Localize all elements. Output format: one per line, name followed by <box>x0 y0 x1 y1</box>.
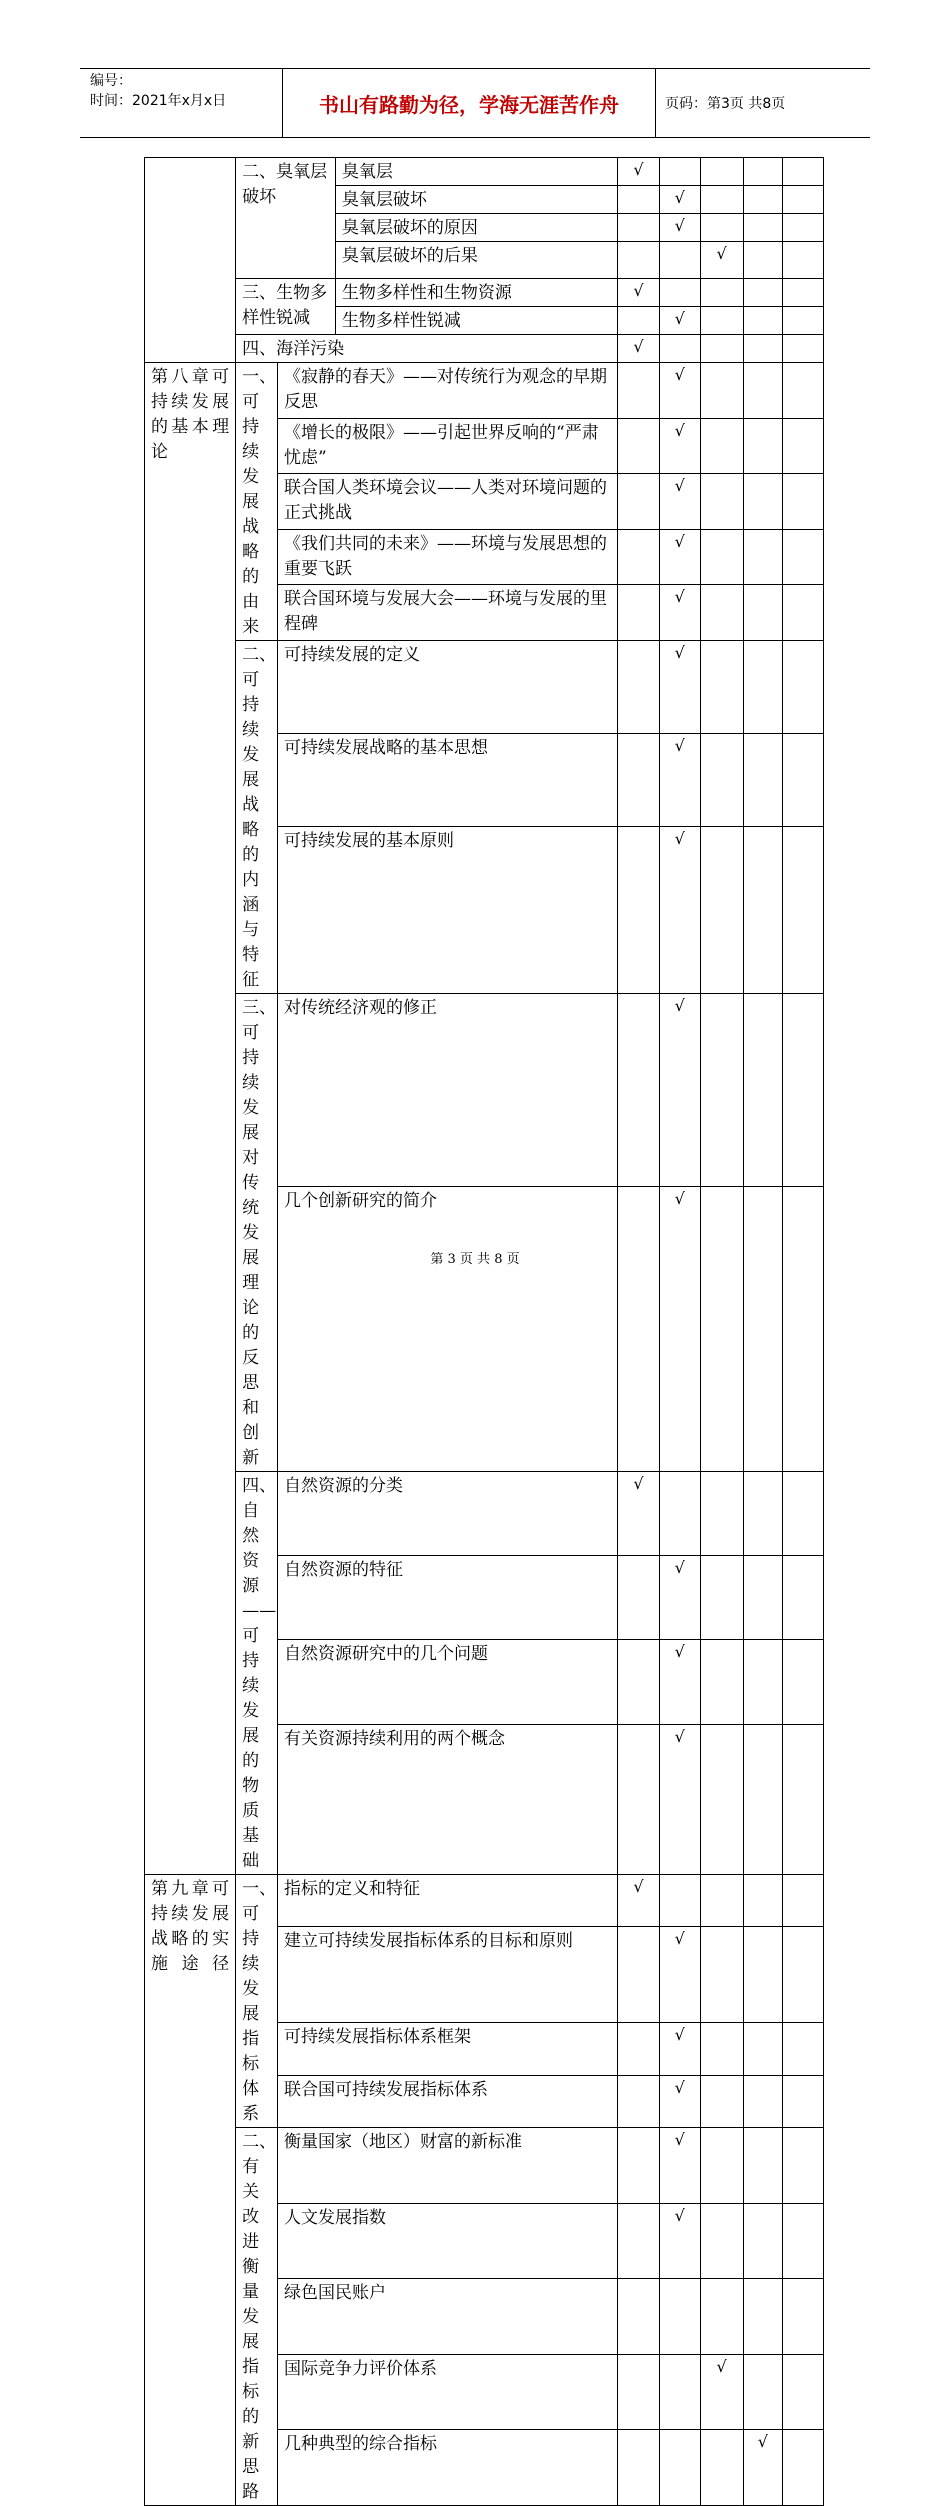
check-mark: √ <box>659 307 700 335</box>
check-mark: √ <box>659 1724 700 1874</box>
check-mark: √ <box>659 2128 700 2204</box>
check-mark: √ <box>659 529 700 585</box>
check-mark: √ <box>659 1187 700 1472</box>
topic-cell: 联合国可持续发展指标体系 <box>278 2075 618 2128</box>
topic-cell: 建立可持续发展指标体系的目标和原则 <box>278 1927 618 2023</box>
chapter-cell <box>145 158 236 363</box>
check-mark: √ <box>618 1472 660 1556</box>
check-mark: √ <box>700 2354 743 2430</box>
header-meta <box>80 69 283 137</box>
check-mark: √ <box>618 158 660 186</box>
topic-cell: 自然资源的特征 <box>278 1556 618 1640</box>
section-cell: 三、生物多样性锐减 <box>236 279 336 335</box>
section-cell: 二、臭氧层破坏 <box>236 158 336 279</box>
topic-cell: 指标的定义和特征 <box>278 1875 618 1927</box>
check-mark: √ <box>659 585 700 641</box>
syllabus-table <box>144 157 824 2506</box>
check-mark: √ <box>659 1927 700 2023</box>
topic-cell: 可持续发展战略的基本思想 <box>278 734 618 827</box>
page-header <box>80 68 870 138</box>
check-mark: √ <box>618 1875 660 1927</box>
section-cell: 四、海洋污染 <box>236 335 618 363</box>
check-mark: √ <box>659 2023 700 2075</box>
check-mark: √ <box>659 1556 700 1640</box>
topic-cell: 几个创新研究的简介 <box>278 1187 618 1472</box>
topic-cell: 《寂静的春天》——对传统行为观念的早期反思 <box>278 363 618 419</box>
topic-cell: 臭氧层破坏的原因 <box>335 214 617 242</box>
check-mark: √ <box>618 335 660 363</box>
number-label: 编号： <box>90 73 132 89</box>
page-footer: 第 3 页 共 8 页 <box>430 1252 520 1267</box>
topic-cell: 《增长的极限》——引起世界反响的“严肃忧虑” <box>278 418 618 474</box>
topic-cell: 国际竞争力评价体系 <box>278 2354 618 2430</box>
check-mark: √ <box>618 279 660 307</box>
topic-cell: 生物多样性和生物资源 <box>335 279 617 307</box>
topic-cell: 自然资源研究中的几个问题 <box>278 1640 618 1724</box>
topic-cell: 可持续发展的定义 <box>278 641 618 734</box>
motto: 书山有路勤为径，学海无涯苦作舟 <box>283 69 656 137</box>
check-mark: √ <box>659 363 700 419</box>
check-mark: √ <box>659 734 700 827</box>
topic-cell: 可持续发展指标体系框架 <box>278 2023 618 2075</box>
topic-cell: 人文发展指数 <box>278 2203 618 2279</box>
topic-cell: 臭氧层破坏 <box>335 186 617 214</box>
check-mark: √ <box>743 2430 783 2506</box>
section-cell: 二、有关改进衡量发展指标的新思路 <box>236 2128 278 2506</box>
topic-cell: 对传统经济观的修正 <box>278 994 618 1187</box>
check-mark: √ <box>659 994 700 1187</box>
check-mark: √ <box>659 214 700 242</box>
topic-cell: 联合国人类环境会议——人类对环境问题的正式挑战 <box>278 474 618 530</box>
section-cell: 一、可持续发展指标体系 <box>236 1875 278 2128</box>
check-mark: √ <box>659 827 700 994</box>
section-cell: 一、可持续发展战略的由来 <box>236 363 278 641</box>
topic-cell: 有关资源持续利用的两个概念 <box>278 1724 618 1874</box>
topic-cell: 臭氧层 <box>335 158 617 186</box>
section-cell: 二、可持续发展战略的内涵与特征 <box>236 641 278 994</box>
chapter-cell: 第八章可持续发展的基本理论 <box>145 363 236 1875</box>
topic-cell: 《我们共同的未来》——环境与发展思想的重要飞跃 <box>278 529 618 585</box>
section-cell: 四、自然资源——可持续发展的物质基础 <box>236 1472 278 1875</box>
check-mark: √ <box>659 418 700 474</box>
topic-cell: 自然资源的分类 <box>278 1472 618 1556</box>
chapter-cell: 第九章可持续发展战略的实施途径 <box>145 1875 236 2506</box>
topic-cell: 衡量国家（地区）财富的新标准 <box>278 2128 618 2204</box>
section-cell: 三、可持续发展对传统发展理论的反思和创新 <box>236 994 278 1472</box>
check-mark: √ <box>659 2075 700 2128</box>
check-mark: √ <box>659 2203 700 2279</box>
check-mark: √ <box>659 641 700 734</box>
check-mark: √ <box>700 242 743 279</box>
topic-cell: 生物多样性锐减 <box>335 307 617 335</box>
time-label: 时间：2021年x月x日 <box>90 93 227 109</box>
topic-cell: 几种典型的综合指标 <box>278 2430 618 2506</box>
topic-cell: 臭氧层破坏的后果 <box>335 242 617 279</box>
check-mark: √ <box>659 186 700 214</box>
topic-cell: 绿色国民账户 <box>278 2279 618 2355</box>
check-mark: √ <box>659 474 700 530</box>
page-label: 页码：第3页 共8页 <box>665 96 786 112</box>
check-mark: √ <box>659 1640 700 1724</box>
topic-cell: 可持续发展的基本原则 <box>278 827 618 994</box>
topic-cell: 联合国环境与发展大会——环境与发展的里程碑 <box>278 585 618 641</box>
